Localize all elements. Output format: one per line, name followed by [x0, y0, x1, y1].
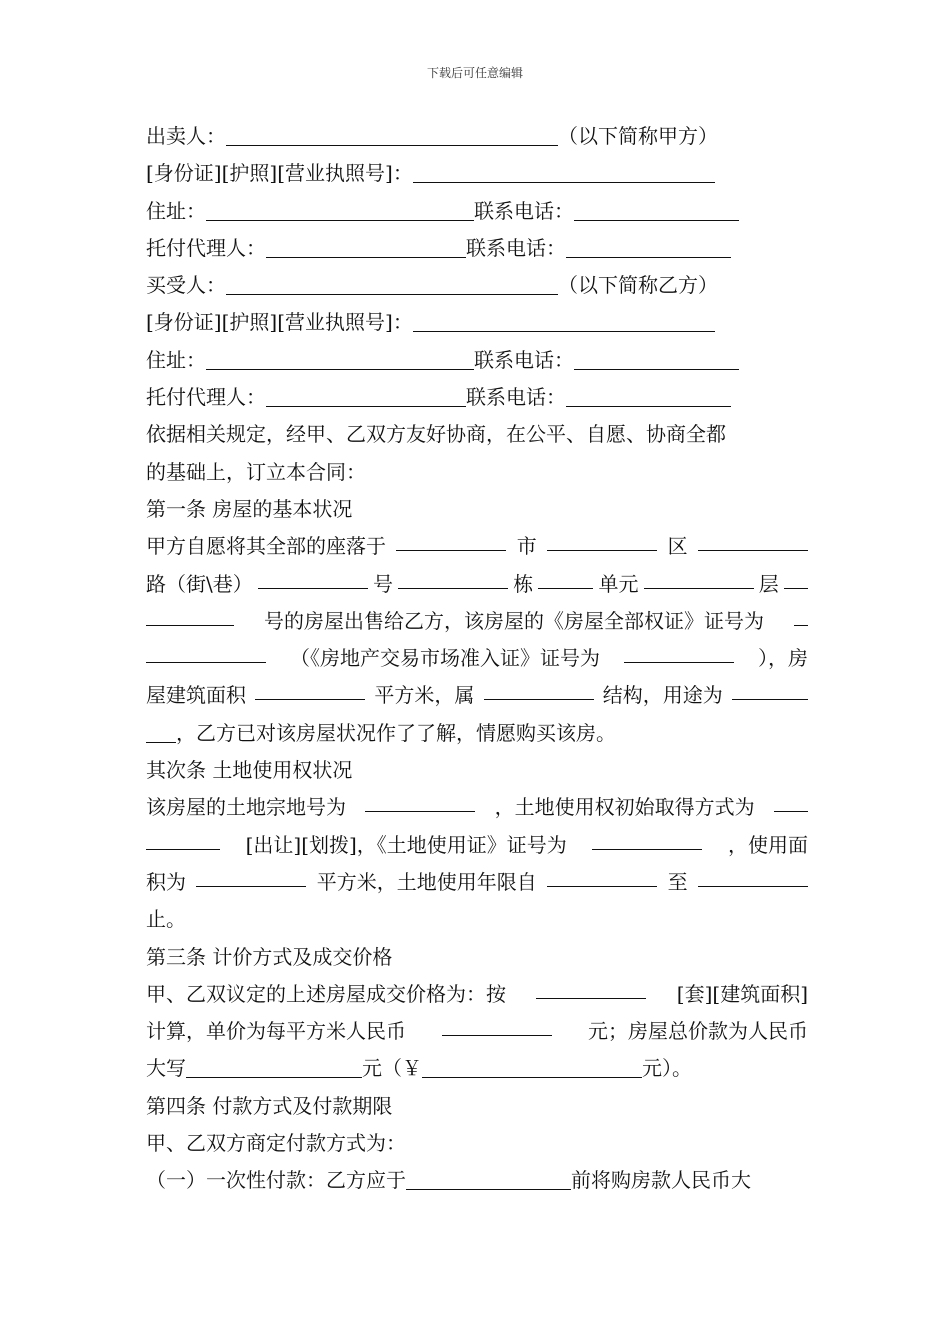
page-header-note: 下载后可任意编辑 — [426, 66, 523, 80]
buyer-address-label: 住址： — [146, 347, 206, 372]
buyer-agent-phone-label: 联系电话： — [466, 385, 566, 410]
acquisition-method-blank-start[interactable] — [774, 789, 808, 812]
buyer-agent-phone-blank[interactable] — [566, 384, 731, 407]
art1-text: ，乙方已对该房屋状况作了了解，情愿购买该房。 — [176, 720, 616, 745]
art2-text: ，使用面 — [728, 832, 808, 857]
art3-text: [套][建筑面积] — [676, 981, 808, 1006]
seller-address-blank[interactable] — [206, 198, 474, 221]
intro-line-1: 依据相关规定，经甲、乙双方友好协商，在公平、自愿、协商全都 — [146, 422, 726, 447]
article-3-line-2 — [146, 1013, 808, 1050]
contract-body — [146, 118, 808, 1200]
seller-address-line — [146, 193, 808, 230]
art1-text: 屋建筑面积 — [146, 683, 246, 708]
art1-text: 路（街\巷） — [146, 571, 253, 596]
article-2-line-4: 止。 — [146, 907, 186, 932]
art3-text: 元（￥ — [362, 1056, 422, 1081]
buyer-agent-blank[interactable] — [266, 384, 466, 407]
building-area-blank[interactable] — [255, 677, 365, 700]
art2-text: 该房屋的土地宗地号为 — [146, 795, 346, 820]
seller-suffix: （以下简称甲方） — [558, 124, 718, 148]
article-3-line-3 — [146, 1050, 808, 1087]
art3-text: 甲、乙双议定的上述房屋成交价格为：按 — [146, 981, 506, 1006]
article-4-title: 第四条 付款方式及付款期限 — [146, 1093, 393, 1118]
article-1-line-5 — [146, 677, 808, 714]
road-blank[interactable] — [698, 528, 808, 551]
seller-id-label: [身份证][护照][营业执照号]： — [146, 161, 413, 186]
art1-text: 平方米，属 — [374, 683, 475, 708]
art1-text: ），房 — [758, 646, 808, 671]
seller-name-blank[interactable] — [226, 123, 558, 146]
seller-agent-phone-blank[interactable] — [566, 235, 731, 258]
total-price-words-blank[interactable] — [186, 1055, 362, 1078]
total-price-figures-blank[interactable] — [422, 1055, 642, 1078]
art2-text: 至 — [667, 869, 688, 894]
art1-text: 号 — [373, 571, 393, 596]
buyer-id-label: [身份证][护照][营业执照号]： — [146, 310, 413, 335]
usage-blank[interactable] — [146, 720, 176, 743]
ownership-cert-blank[interactable] — [146, 640, 266, 663]
article-1-line-4 — [146, 640, 808, 677]
land-area-blank[interactable] — [196, 864, 306, 887]
buyer-line — [146, 267, 808, 304]
seller-agent-label: 托付代理人： — [146, 235, 266, 260]
art2-text: 平方米，土地使用年限自 — [316, 869, 537, 894]
art2-text: 积为 — [146, 869, 186, 894]
buyer-phone-label: 联系电话： — [474, 347, 574, 372]
art4-text: （一）一次性付款：乙方应于 — [146, 1168, 406, 1193]
floor-blank[interactable] — [644, 566, 754, 589]
seller-id-line — [146, 155, 808, 192]
land-cert-blank[interactable] — [592, 827, 702, 850]
buyer-suffix: （以下简称乙方） — [558, 273, 718, 298]
article-4-line-1: 甲、乙双方商定付款方式为： — [146, 1131, 406, 1156]
unit-blank[interactable] — [538, 566, 593, 589]
buyer-id-blank[interactable] — [413, 309, 715, 332]
art3-text: 元；房屋总价款为人民币 — [588, 1019, 808, 1044]
pricing-basis-blank[interactable] — [536, 976, 646, 999]
article-3-title: 第三条 计价方式及成交价格 — [146, 944, 393, 969]
buyer-address-line — [146, 342, 808, 379]
unit-price-blank[interactable] — [442, 1013, 552, 1036]
art1-text: 甲方自愿将其全部的座落于 — [146, 534, 386, 559]
term-end-blank[interactable] — [698, 864, 808, 887]
art1-text: 号的房屋出售给乙方，该房屋的《房屋全部权证》证号为 — [264, 608, 764, 633]
article-2-title: 其次条 土地使用权状况 — [146, 758, 353, 783]
art1-text: 单元 — [598, 571, 639, 596]
art2-text: [出让][划拨]，《土地使用证》证号为 — [245, 832, 567, 857]
seller-phone-label: 联系电话： — [474, 198, 574, 223]
term-start-blank[interactable] — [547, 864, 657, 887]
buyer-phone-blank[interactable] — [574, 347, 739, 370]
art1-text: （《房地产交易市场准入证》证号为 — [290, 646, 600, 671]
article-2-line-3 — [146, 864, 808, 901]
intro-line-2: 的基础上，订立本合同： — [146, 459, 366, 484]
art2-text: ，土地使用权初始取得方式为 — [494, 795, 755, 820]
art3-text: 大写 — [146, 1056, 186, 1081]
article-1-line-6 — [146, 715, 808, 752]
art1-text: 结构，用途为 — [602, 683, 723, 708]
art1-text: 市 — [516, 534, 537, 559]
article-2-line-2 — [146, 827, 808, 864]
seller-label: 出卖人： — [146, 124, 226, 148]
seller-agent-blank[interactable] — [266, 235, 466, 258]
article-1-line-1 — [146, 528, 808, 565]
city-blank[interactable] — [396, 528, 506, 551]
seller-line — [146, 118, 808, 155]
market-access-cert-blank[interactable] — [624, 640, 734, 663]
article-2-line-1 — [146, 789, 808, 826]
parcel-number-blank[interactable] — [365, 789, 475, 812]
seller-address-label: 住址： — [146, 198, 206, 223]
seller-phone-blank[interactable] — [574, 198, 739, 221]
room-blank-start[interactable] — [784, 566, 808, 589]
ownership-cert-blank-start[interactable] — [794, 603, 808, 626]
district-blank[interactable] — [547, 528, 657, 551]
art3-text: 元）。 — [642, 1056, 692, 1081]
article-1-title: 第一条 房屋的基本状况 — [146, 496, 353, 521]
art4-text: 前将购房款人民币大 — [571, 1168, 751, 1193]
buyer-agent-label: 托付代理人： — [146, 385, 266, 410]
article-1-line-2 — [146, 566, 808, 603]
art3-text: 计算，单价为每平方米人民币 — [146, 1019, 406, 1044]
article-1-line-3 — [146, 603, 808, 640]
seller-agent-phone-label: 联系电话： — [466, 235, 566, 260]
usage-blank-start[interactable] — [732, 677, 808, 700]
payment-date-blank[interactable] — [406, 1167, 571, 1190]
room-blank[interactable] — [146, 603, 234, 626]
buyer-id-line — [146, 304, 808, 341]
buyer-agent-line — [146, 379, 808, 416]
buyer-address-blank[interactable] — [206, 347, 474, 370]
buyer-name-blank[interactable] — [226, 272, 558, 295]
number-blank[interactable] — [258, 566, 368, 589]
building-blank[interactable] — [398, 566, 508, 589]
buyer-label: 买受人： — [146, 273, 226, 298]
seller-agent-line — [146, 230, 808, 267]
art1-text: 栋 — [513, 571, 534, 596]
seller-id-blank[interactable] — [413, 160, 715, 183]
structure-blank[interactable] — [484, 677, 594, 700]
art1-text: 区 — [667, 534, 688, 559]
article-3-line-1 — [146, 976, 808, 1013]
art1-text: 层 — [758, 571, 779, 596]
article-4-line-2 — [146, 1162, 808, 1199]
acquisition-method-blank[interactable] — [146, 827, 220, 850]
